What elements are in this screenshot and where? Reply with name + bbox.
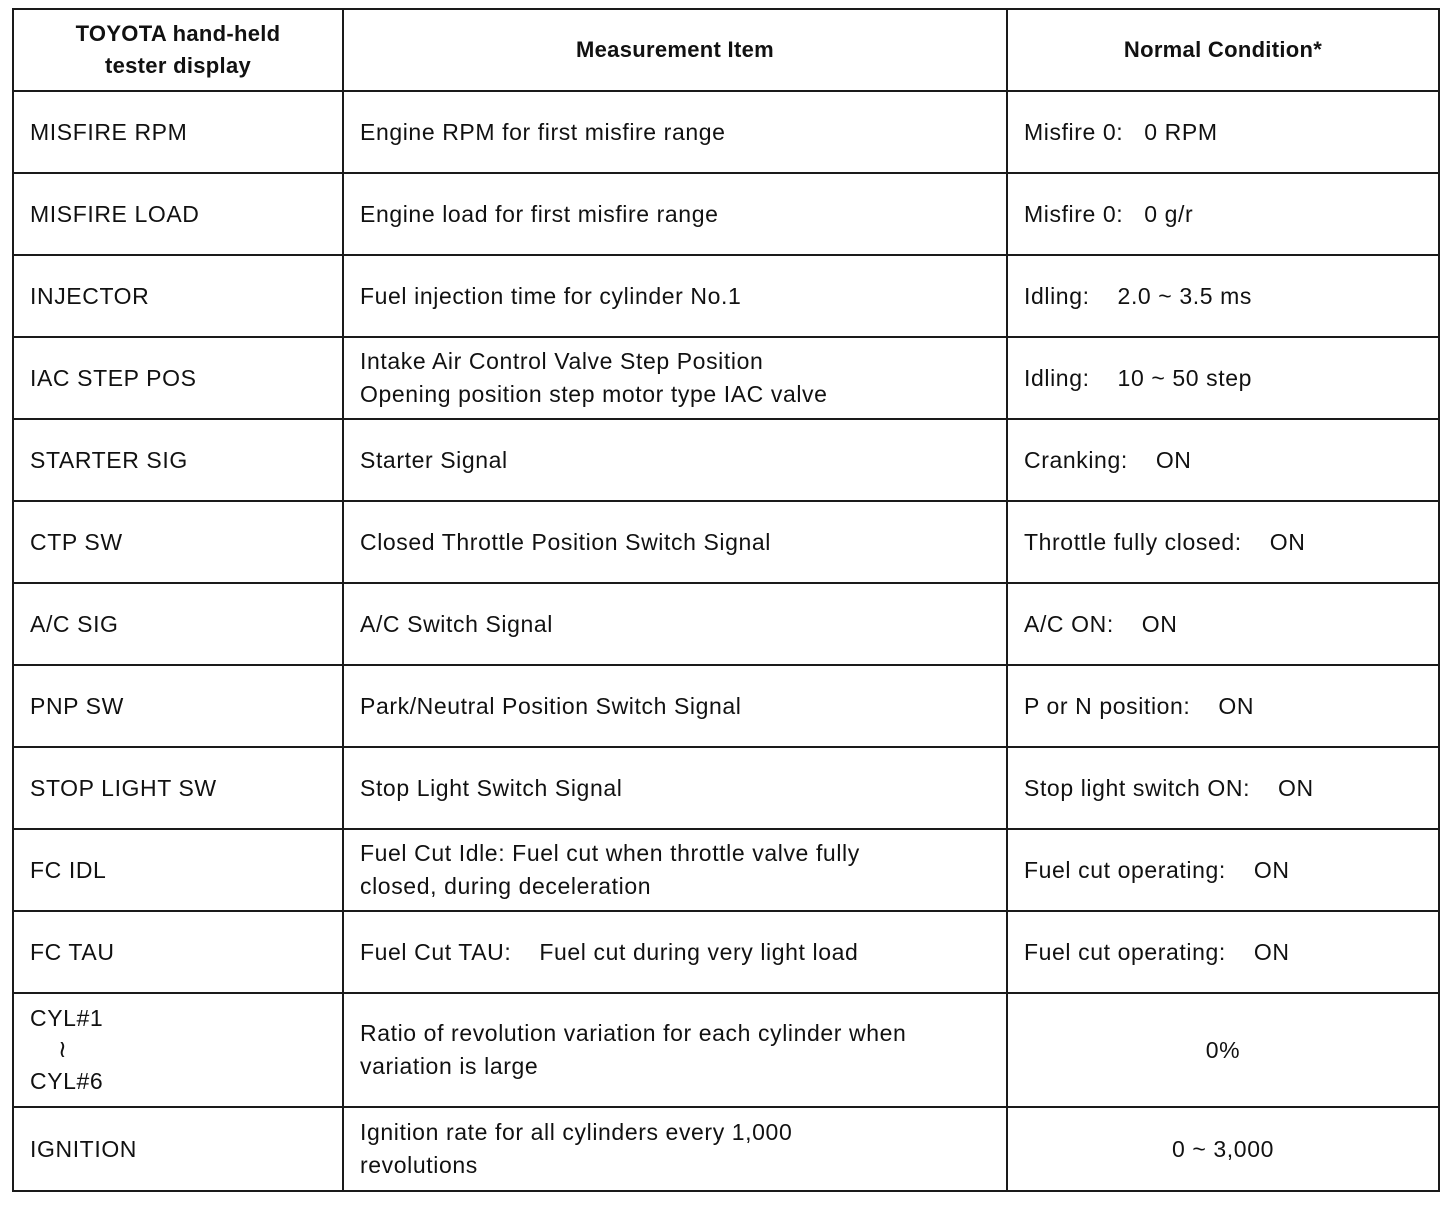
table-row: [13, 993, 1439, 1107]
condition-value: ON: [1269, 528, 1306, 555]
header-item: Measurement Item: [343, 9, 1007, 91]
item-line: revolutions: [360, 1152, 478, 1178]
condition-label: Cranking:: [1024, 446, 1128, 473]
item-line: Fuel Cut Idle: Fuel cut when throttle valve fully: [360, 840, 860, 866]
condition-label: Idling:: [1024, 282, 1090, 309]
item-cell: Fuel injection time for cylinder No.1: [343, 255, 1007, 337]
condition-label: Misfire 0:: [1024, 118, 1124, 145]
condition-value: 2.0 ~ 3.5 ms: [1117, 282, 1252, 309]
header-display-line1: TOYOTA hand-held: [75, 21, 281, 46]
item-line: Intake Air Control Valve Step Position: [360, 348, 764, 374]
header-condition: Normal Condition*: [1007, 9, 1439, 91]
table-header-row: [13, 9, 1439, 91]
item-line: closed, during deceleration: [360, 873, 652, 899]
cylinder-range-end: CYL#6: [30, 1068, 104, 1094]
header-display: [13, 9, 343, 91]
condition-cell: [1007, 829, 1439, 911]
table-row: [13, 829, 1439, 911]
cylinder-range-start: CYL#1: [30, 1005, 104, 1031]
item-cell: Closed Throttle Position Switch Signal: [343, 501, 1007, 583]
display-cell: INJECTOR: [13, 255, 343, 337]
table-row: [13, 583, 1439, 665]
item-cell: Stop Light Switch Signal: [343, 747, 1007, 829]
item-value: Fuel cut during very light load: [539, 938, 859, 965]
condition-cell: [1007, 419, 1439, 501]
table-row: [13, 337, 1439, 419]
item-cell: Engine RPM for first misfire range: [343, 91, 1007, 173]
condition-cell: [1007, 173, 1439, 255]
display-cell: IGNITION: [13, 1107, 343, 1191]
table-row: [13, 1107, 1439, 1191]
tester-display-table: [12, 8, 1440, 1192]
condition-value: ON: [1278, 774, 1314, 801]
table-row: [13, 501, 1439, 583]
condition-cell: [1007, 255, 1439, 337]
condition-cell: [1007, 747, 1439, 829]
display-cell: FC TAU: [13, 911, 343, 993]
condition-cell: 0 ~ 3,000: [1007, 1107, 1439, 1191]
condition-cell: [1007, 91, 1439, 173]
condition-cell: [1007, 911, 1439, 993]
table-row: [13, 665, 1439, 747]
condition-value: ON: [1155, 446, 1192, 473]
condition-value: ON: [1253, 938, 1290, 965]
condition-label: Fuel cut operating:: [1024, 856, 1226, 883]
condition-cell: [1007, 501, 1439, 583]
table-row: [13, 911, 1439, 993]
header-display-line2: tester display: [104, 53, 252, 78]
condition-label: Throttle fully closed:: [1024, 528, 1242, 555]
item-cell: [343, 993, 1007, 1107]
table-row: [13, 91, 1439, 173]
display-cell: MISFIRE LOAD: [13, 173, 343, 255]
item-label: Fuel Cut TAU:: [360, 938, 512, 965]
item-cell: [343, 829, 1007, 911]
display-cell: FC IDL: [13, 829, 343, 911]
range-tilde-icon: ≀: [58, 1036, 68, 1063]
condition-label: A/C ON:: [1024, 610, 1114, 637]
display-cell: A/C SIG: [13, 583, 343, 665]
item-cell: Starter Signal: [343, 419, 1007, 501]
item-cell: Park/Neutral Position Switch Signal: [343, 665, 1007, 747]
display-cell: IAC STEP POS: [13, 337, 343, 419]
item-cell: [343, 1107, 1007, 1191]
table-row: [13, 255, 1439, 337]
item-cell: A/C Switch Signal: [343, 583, 1007, 665]
display-cell: STOP LIGHT SW: [13, 747, 343, 829]
item-line: Ignition rate for all cylinders every 1,000: [360, 1119, 793, 1145]
table-row: [13, 747, 1439, 829]
condition-label: Misfire 0:: [1024, 200, 1124, 227]
item-cell: [343, 337, 1007, 419]
condition-label: Idling:: [1024, 364, 1090, 391]
condition-value: ON: [1141, 610, 1178, 637]
condition-value: ON: [1218, 692, 1255, 719]
display-cell: [13, 993, 343, 1107]
item-line: Opening position step motor type IAC valve: [360, 381, 828, 407]
display-cell: STARTER SIG: [13, 419, 343, 501]
condition-value: 0 g/r: [1144, 200, 1194, 227]
condition-value: ON: [1253, 856, 1290, 883]
condition-label: Stop light switch ON:: [1024, 774, 1251, 801]
display-cell: MISFIRE RPM: [13, 91, 343, 173]
item-cell: [343, 911, 1007, 993]
display-cell: PNP SW: [13, 665, 343, 747]
table-row: [13, 419, 1439, 501]
table-row: [13, 173, 1439, 255]
condition-cell: [1007, 665, 1439, 747]
item-line: variation is large: [360, 1053, 539, 1079]
condition-label: P or N position:: [1024, 692, 1191, 719]
condition-value: 10 ~ 50 step: [1117, 364, 1252, 391]
display-cell: CTP SW: [13, 501, 343, 583]
condition-cell: 0%: [1007, 993, 1439, 1107]
condition-cell: [1007, 583, 1439, 665]
condition-cell: [1007, 337, 1439, 419]
item-line: Ratio of revolution variation for each cylinder when: [360, 1020, 907, 1046]
condition-label: Fuel cut operating:: [1024, 938, 1226, 965]
item-cell: Engine load for first misfire range: [343, 173, 1007, 255]
condition-value: 0 RPM: [1144, 118, 1218, 145]
